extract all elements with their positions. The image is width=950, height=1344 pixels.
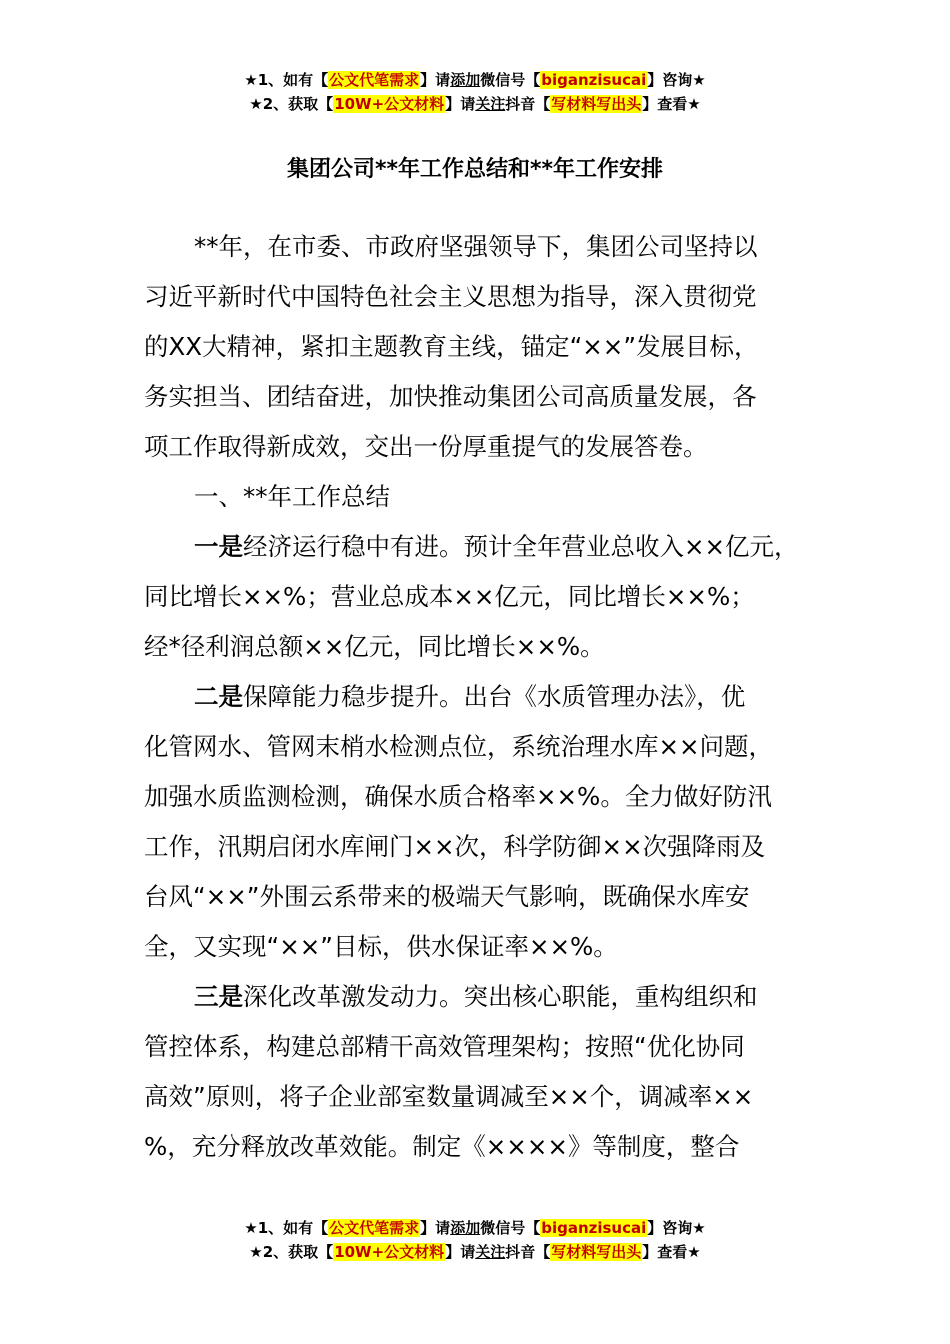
paragraph-line: 务实担当、团结奋进，加快推动集团公司高质量发展，各	[144, 382, 757, 411]
paragraph-line: 习近平新时代中国特色社会主义思想为指导，深入贯彻党	[144, 282, 757, 311]
header-banner	[0, 68, 950, 116]
banner-line-1	[0, 1216, 950, 1240]
section-heading: 一、**年工作总结	[194, 482, 390, 511]
paragraph-line: 项工作取得新成效，交出一份厚重提气的发展答卷。	[144, 432, 708, 461]
banner-highlight: 公文代笔需求	[329, 1219, 420, 1237]
paragraph-line: 经*径利润总额××亿元，同比增长××%。	[144, 632, 605, 661]
banner-text: 】咨询★	[647, 71, 706, 89]
paragraph-line: 高效”原则，将子企业部室数量调减至××个，调减率××	[144, 1082, 754, 1111]
paragraph-line: 管控体系，构建总部精干高效管理架构；按照“优化协同	[144, 1032, 745, 1061]
paragraph-line: 化管网水、管网末梢水检测点位，系统治理水库××问题，	[144, 732, 774, 761]
banner-text: 】请	[420, 71, 451, 89]
banner-text: 抖音【	[505, 1243, 551, 1261]
banner-highlight: 10W+公文材料	[334, 95, 445, 113]
paragraph-text: 深化改革激发动力。突出核心职能，重构组织和	[243, 982, 758, 1011]
document-body	[144, 222, 824, 1172]
paragraph-lead: 二是	[194, 682, 243, 711]
banner-text: 】请	[445, 95, 476, 113]
paragraph-line: 加强水质监测检测，确保水质合格率××%。全力做好防汛	[144, 782, 772, 811]
banner-text: 】咨询★	[647, 1219, 706, 1237]
document-title: 集团公司**年工作总结和**年工作安排	[286, 157, 664, 182]
banner-highlight-douyin-id: 写材料写出头	[551, 95, 642, 113]
banner-text: 】请	[420, 1219, 451, 1237]
paragraph-line: 同比增长××%；营业总成本××亿元，同比增长××%；	[144, 582, 755, 611]
paragraph-lead: 一是	[194, 532, 243, 561]
banner-highlight: 公文代笔需求	[329, 71, 420, 89]
paragraph-line	[144, 522, 824, 572]
paragraph-lead: 三是	[194, 982, 243, 1011]
banner-text: ★1、如有【	[244, 71, 329, 89]
paragraph-line: 工作，汛期启闭水库闸门××次，科学防御××次强降雨及	[144, 832, 766, 861]
banner-highlight-douyin-id: 写材料写出头	[551, 1243, 642, 1261]
banner-highlight-wechat-id: biganzisucai	[541, 71, 647, 89]
banner-text: ★1、如有【	[244, 1219, 329, 1237]
banner-underlined-text: 添加	[450, 71, 481, 89]
banner-highlight: 10W+公文材料	[334, 1243, 445, 1261]
banner-text: ★2、获取【	[249, 95, 334, 113]
banner-text: 】请	[445, 1243, 476, 1261]
footer-banner	[0, 1216, 950, 1264]
banner-line-2	[0, 1240, 950, 1264]
banner-underlined-text: 关注	[475, 1243, 506, 1261]
banner-text: 】查看★	[642, 95, 701, 113]
banner-text: 微信号【	[480, 71, 541, 89]
banner-text: 】查看★	[642, 1243, 701, 1261]
paragraph-line	[144, 672, 824, 722]
banner-text: 微信号【	[480, 1219, 541, 1237]
paragraph-text: 保障能力稳步提升。出台《水质管理办法》，优	[243, 682, 746, 711]
paragraph-line	[144, 972, 824, 1022]
paragraph-line: 的XX大精神，紧扣主题教育主线，锚定“××”发展目标，	[144, 332, 759, 361]
paragraph-line: 全，又实现“××”目标，供水保证率××%。	[144, 932, 618, 961]
banner-text: ★2、获取【	[249, 1243, 334, 1261]
paragraph-line: 台风“××”外围云系带来的极端天气影响，既确保水库安	[144, 882, 750, 911]
banner-highlight-wechat-id: biganzisucai	[541, 1219, 647, 1237]
banner-underlined-text: 添加	[450, 1219, 481, 1237]
banner-line-2	[0, 92, 950, 116]
banner-text: 抖音【	[505, 95, 551, 113]
paragraph-line: %，充分释放改革效能。制定《××××》等制度，整合	[144, 1132, 740, 1161]
banner-line-1	[0, 68, 950, 92]
paragraph-line: **年，在市委、市政府坚强领导下，集团公司坚持以	[194, 232, 758, 261]
paragraph-text: 经济运行稳中有进。预计全年营业总收入××亿元，	[243, 532, 799, 561]
banner-underlined-text: 关注	[475, 95, 506, 113]
